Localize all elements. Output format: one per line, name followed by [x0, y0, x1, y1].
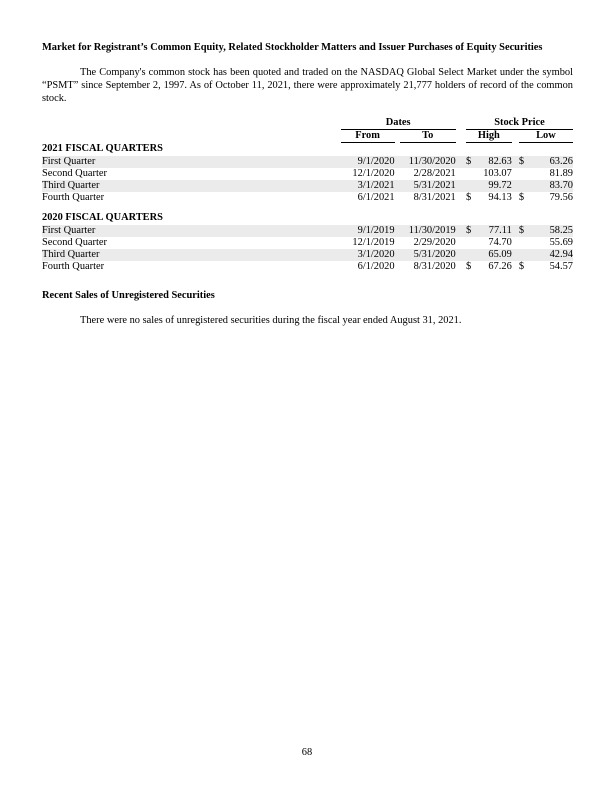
table-row: [42, 192, 573, 204]
dates-group-header: Dates: [341, 117, 456, 130]
to-date: 5/31/2020: [400, 249, 456, 261]
to-date: 2/28/2021: [413, 167, 456, 179]
table-column-header-row: [42, 130, 573, 143]
high-currency: [466, 237, 476, 249]
high-currency: $: [465, 261, 472, 273]
fy2020-title: 2020 FISCAL QUARTERS: [42, 212, 163, 224]
section-title-row: [42, 212, 573, 224]
low-price: 63.26: [529, 156, 573, 168]
quarter-label: First Quarter: [42, 156, 341, 168]
to-column-header: To: [400, 130, 456, 143]
low-price: 79.56: [549, 192, 573, 204]
low-price: 42.94: [529, 249, 573, 261]
quarter-label: Fourth Quarter: [42, 192, 105, 204]
from-column-header: From: [341, 130, 395, 143]
high-price: 65.09: [476, 249, 512, 261]
low-currency: [519, 249, 529, 261]
low-price: 83.70: [529, 180, 573, 192]
high-price: 103.07: [483, 167, 512, 179]
to-date: 5/31/2021: [400, 180, 456, 192]
table-row: [42, 237, 573, 249]
high-price: 77.11: [476, 225, 512, 237]
quarter-label: Third Quarter: [42, 249, 341, 261]
table-group-header-row: [42, 117, 573, 130]
low-currency: $: [519, 225, 529, 237]
from-date: 6/1/2020: [357, 261, 395, 273]
from-date: 12/1/2019: [352, 236, 395, 248]
to-date: 11/30/2019: [400, 225, 456, 237]
from-date: 12/1/2020: [352, 167, 395, 179]
from-date: 6/1/2021: [357, 192, 395, 204]
to-date: 11/30/2020: [400, 156, 456, 168]
high-currency: [466, 168, 476, 180]
stock-price-table: [42, 117, 573, 273]
high-price: 67.26: [488, 261, 512, 273]
unregistered-sales-heading: Recent Sales of Unregistered Securities: [42, 290, 215, 301]
low-currency: [519, 180, 529, 192]
intro-paragraph: The Company's common stock has been quoted and traded on the NASDAQ Global Select Market under the symbol “PSMT” since September 2, 1997. As of October 11, 2021, there were approximately 21,777 holders of record of the common stock.: [42, 67, 573, 104]
from-date: 9/1/2019: [341, 225, 395, 237]
low-currency: $: [518, 192, 525, 204]
high-currency: [466, 180, 476, 192]
fy2021-title: 2021 FISCAL QUARTERS: [42, 143, 163, 155]
from-date: 3/1/2020: [341, 249, 395, 261]
table-row: [42, 225, 573, 237]
quarter-label: Fourth Quarter: [42, 261, 105, 273]
low-price: 54.57: [549, 261, 573, 273]
section-spacer: [42, 204, 573, 212]
low-currency: $: [519, 156, 529, 168]
high-price: 99.72: [476, 180, 512, 192]
high-currency: $: [466, 156, 476, 168]
quarter-label: Second Quarter: [42, 236, 107, 248]
high-currency: $: [466, 225, 476, 237]
table-row: [42, 168, 573, 180]
table-row: [42, 180, 573, 192]
quarter-label: Third Quarter: [42, 180, 341, 192]
low-currency: $: [518, 261, 525, 273]
quarter-label: Second Quarter: [42, 167, 107, 179]
low-price: 58.25: [529, 225, 573, 237]
fy2021-section: [42, 143, 573, 205]
to-date: 8/31/2020: [413, 261, 456, 273]
section-heading: Market for Registrant’s Common Equity, Related Stockholder Matters and Issuer Purchases of Equity Securities: [42, 42, 543, 53]
to-date: 8/31/2021: [413, 192, 456, 204]
high-price: 82.63: [476, 156, 512, 168]
low-price: 81.89: [549, 167, 573, 179]
stock-price-group-header: Stock Price: [466, 117, 573, 130]
high-column-header: High: [466, 130, 512, 143]
high-currency: $: [465, 192, 472, 204]
low-price: 55.69: [549, 236, 573, 248]
table-row: [42, 156, 573, 168]
high-currency: [466, 249, 476, 261]
low-currency: [519, 168, 529, 180]
unregistered-sales-paragraph: There were no sales of unregistered securities during the fiscal year ended August 31, 2021.: [80, 315, 462, 326]
high-price: 74.70: [488, 236, 512, 248]
low-column-header: Low: [519, 130, 573, 143]
from-date: 9/1/2020: [341, 156, 395, 168]
to-date: 2/29/2020: [413, 236, 456, 248]
quarter-label: First Quarter: [42, 225, 341, 237]
low-currency: [519, 237, 529, 249]
page-number: 68: [301, 747, 313, 758]
table-row: [42, 249, 573, 261]
table-row: [42, 261, 573, 273]
section-title-row: [42, 143, 573, 156]
fy2020-section: [42, 212, 573, 273]
from-date: 3/1/2021: [341, 180, 395, 192]
high-price: 94.13: [488, 192, 512, 204]
